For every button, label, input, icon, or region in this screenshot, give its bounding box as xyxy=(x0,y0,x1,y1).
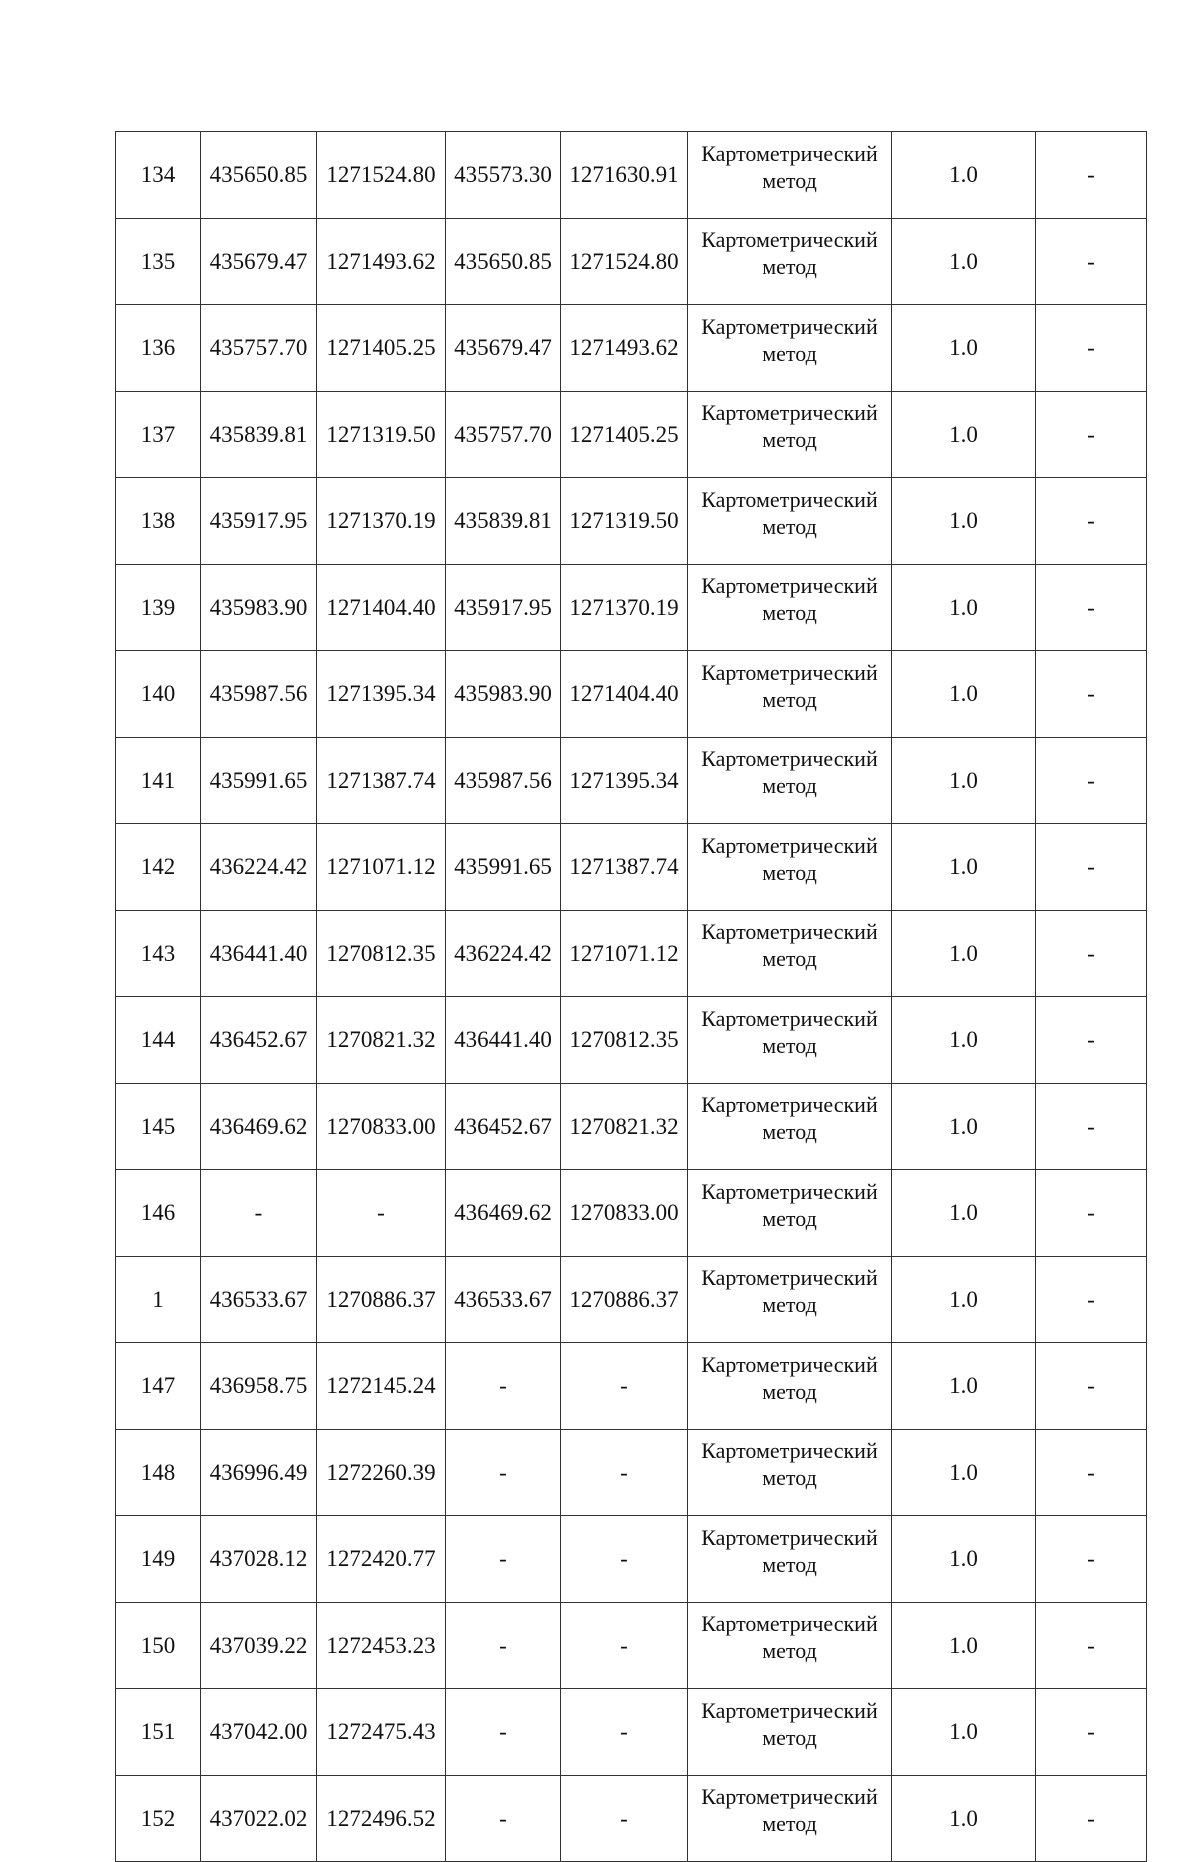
description-cell: - xyxy=(1036,391,1147,478)
table-row xyxy=(116,737,1147,824)
description-cell: - xyxy=(1036,910,1147,997)
y-coordinate-cell: 1270886.37 xyxy=(317,1256,446,1343)
y-previous-coordinate-cell: - xyxy=(561,1775,688,1862)
description-cell: - xyxy=(1036,1516,1147,1603)
method-cell: Картометрический метод xyxy=(688,1775,892,1862)
x-previous-coordinate-cell: - xyxy=(446,1689,561,1776)
point-number-cell: 137 xyxy=(116,391,201,478)
y-previous-coordinate-cell: 1271524.80 xyxy=(561,218,688,305)
y-coordinate-cell: 1271493.62 xyxy=(317,218,446,305)
method-cell: Картометрический метод xyxy=(688,391,892,478)
x-previous-coordinate-cell: 435650.85 xyxy=(446,218,561,305)
table-row xyxy=(116,1170,1147,1257)
x-previous-coordinate-cell: - xyxy=(446,1429,561,1516)
coordinates-table xyxy=(115,131,1147,1862)
accuracy-cell: 1.0 xyxy=(892,1083,1036,1170)
x-previous-coordinate-cell: 436452.67 xyxy=(446,1083,561,1170)
x-coordinate-cell: 435650.85 xyxy=(201,132,317,219)
y-previous-coordinate-cell: - xyxy=(561,1602,688,1689)
x-previous-coordinate-cell: 435679.47 xyxy=(446,305,561,392)
accuracy-cell: 1.0 xyxy=(892,910,1036,997)
x-previous-coordinate-cell: 436469.62 xyxy=(446,1170,561,1257)
y-coordinate-cell: 1272260.39 xyxy=(317,1429,446,1516)
y-coordinate-cell: 1270821.32 xyxy=(317,997,446,1084)
y-previous-coordinate-cell: 1271630.91 xyxy=(561,132,688,219)
point-number-cell: 138 xyxy=(116,478,201,565)
y-coordinate-cell: 1272145.24 xyxy=(317,1343,446,1430)
x-coordinate-cell: 437022.02 xyxy=(201,1775,317,1862)
accuracy-cell: 1.0 xyxy=(892,391,1036,478)
accuracy-cell: 1.0 xyxy=(892,218,1036,305)
point-number-cell: 140 xyxy=(116,651,201,738)
table-body xyxy=(116,132,1147,1862)
x-coordinate-cell: 437028.12 xyxy=(201,1516,317,1603)
method-cell: Картометрический метод xyxy=(688,1602,892,1689)
accuracy-cell: 1.0 xyxy=(892,1689,1036,1776)
y-previous-coordinate-cell: - xyxy=(561,1429,688,1516)
description-cell: - xyxy=(1036,824,1147,911)
y-coordinate-cell: 1271071.12 xyxy=(317,824,446,911)
method-cell: Картометрический метод xyxy=(688,997,892,1084)
x-previous-coordinate-cell: 435839.81 xyxy=(446,478,561,565)
accuracy-cell: 1.0 xyxy=(892,478,1036,565)
table-row xyxy=(116,997,1147,1084)
table-row xyxy=(116,1516,1147,1603)
point-number-cell: 143 xyxy=(116,910,201,997)
point-number-cell: 145 xyxy=(116,1083,201,1170)
table-row xyxy=(116,1429,1147,1516)
y-coordinate-cell: 1271405.25 xyxy=(317,305,446,392)
x-coordinate-cell: 436958.75 xyxy=(201,1343,317,1430)
x-coordinate-cell: 435987.56 xyxy=(201,651,317,738)
y-previous-coordinate-cell: 1271370.19 xyxy=(561,564,688,651)
description-cell: - xyxy=(1036,1343,1147,1430)
y-previous-coordinate-cell: 1271387.74 xyxy=(561,824,688,911)
x-previous-coordinate-cell: 435573.30 xyxy=(446,132,561,219)
description-cell: - xyxy=(1036,305,1147,392)
description-cell: - xyxy=(1036,1602,1147,1689)
point-number-cell: 134 xyxy=(116,132,201,219)
point-number-cell: 152 xyxy=(116,1775,201,1862)
y-previous-coordinate-cell: 1270821.32 xyxy=(561,1083,688,1170)
description-cell: - xyxy=(1036,1170,1147,1257)
point-number-cell: 136 xyxy=(116,305,201,392)
point-number-cell: 135 xyxy=(116,218,201,305)
method-cell: Картометрический метод xyxy=(688,1689,892,1776)
table-row xyxy=(116,132,1147,219)
table-row xyxy=(116,305,1147,392)
description-cell: - xyxy=(1036,651,1147,738)
y-previous-coordinate-cell: 1271071.12 xyxy=(561,910,688,997)
x-previous-coordinate-cell: 436441.40 xyxy=(446,997,561,1084)
accuracy-cell: 1.0 xyxy=(892,1256,1036,1343)
x-previous-coordinate-cell: 436224.42 xyxy=(446,910,561,997)
y-coordinate-cell: 1271404.40 xyxy=(317,564,446,651)
x-coordinate-cell: 436452.67 xyxy=(201,997,317,1084)
x-coordinate-cell: 435917.95 xyxy=(201,478,317,565)
method-cell: Картометрический метод xyxy=(688,564,892,651)
y-previous-coordinate-cell: 1271405.25 xyxy=(561,391,688,478)
y-previous-coordinate-cell: 1271493.62 xyxy=(561,305,688,392)
point-number-cell: 147 xyxy=(116,1343,201,1430)
x-coordinate-cell: 435757.70 xyxy=(201,305,317,392)
y-previous-coordinate-cell: - xyxy=(561,1516,688,1603)
point-number-cell: 146 xyxy=(116,1170,201,1257)
table-row xyxy=(116,824,1147,911)
x-coordinate-cell: 435839.81 xyxy=(201,391,317,478)
accuracy-cell: 1.0 xyxy=(892,132,1036,219)
y-previous-coordinate-cell: 1270812.35 xyxy=(561,997,688,1084)
point-number-cell: 142 xyxy=(116,824,201,911)
y-coordinate-cell: 1271387.74 xyxy=(317,737,446,824)
accuracy-cell: 1.0 xyxy=(892,1170,1036,1257)
x-coordinate-cell: 435991.65 xyxy=(201,737,317,824)
method-cell: Картометрический метод xyxy=(688,651,892,738)
method-cell: Картометрический метод xyxy=(688,218,892,305)
table-row xyxy=(116,1602,1147,1689)
method-cell: Картометрический метод xyxy=(688,1256,892,1343)
accuracy-cell: 1.0 xyxy=(892,824,1036,911)
point-number-cell: 150 xyxy=(116,1602,201,1689)
description-cell: - xyxy=(1036,218,1147,305)
accuracy-cell: 1.0 xyxy=(892,1516,1036,1603)
y-coordinate-cell: 1272475.43 xyxy=(317,1689,446,1776)
accuracy-cell: 1.0 xyxy=(892,651,1036,738)
description-cell: - xyxy=(1036,1083,1147,1170)
method-cell: Картометрический метод xyxy=(688,824,892,911)
table-row xyxy=(116,651,1147,738)
x-previous-coordinate-cell: 435757.70 xyxy=(446,391,561,478)
point-number-cell: 144 xyxy=(116,997,201,1084)
accuracy-cell: 1.0 xyxy=(892,997,1036,1084)
y-coordinate-cell: 1272453.23 xyxy=(317,1602,446,1689)
table-row xyxy=(116,478,1147,565)
method-cell: Картометрический метод xyxy=(688,1170,892,1257)
y-previous-coordinate-cell: 1270833.00 xyxy=(561,1170,688,1257)
accuracy-cell: 1.0 xyxy=(892,1602,1036,1689)
description-cell: - xyxy=(1036,1256,1147,1343)
table-row xyxy=(116,910,1147,997)
point-number-cell: 139 xyxy=(116,564,201,651)
method-cell: Картометрический метод xyxy=(688,737,892,824)
y-coordinate-cell: 1271524.80 xyxy=(317,132,446,219)
x-previous-coordinate-cell: - xyxy=(446,1602,561,1689)
y-coordinate-cell: 1271319.50 xyxy=(317,391,446,478)
point-number-cell: 141 xyxy=(116,737,201,824)
description-cell: - xyxy=(1036,1689,1147,1776)
accuracy-cell: 1.0 xyxy=(892,1343,1036,1430)
x-coordinate-cell: 437039.22 xyxy=(201,1602,317,1689)
y-coordinate-cell: 1272420.77 xyxy=(317,1516,446,1603)
method-cell: Картометрический метод xyxy=(688,1516,892,1603)
y-coordinate-cell: - xyxy=(317,1170,446,1257)
x-coordinate-cell: 436996.49 xyxy=(201,1429,317,1516)
y-coordinate-cell: 1271370.19 xyxy=(317,478,446,565)
x-previous-coordinate-cell: 435917.95 xyxy=(446,564,561,651)
x-coordinate-cell: 435679.47 xyxy=(201,218,317,305)
accuracy-cell: 1.0 xyxy=(892,737,1036,824)
method-cell: Картометрический метод xyxy=(688,1429,892,1516)
x-previous-coordinate-cell: 435987.56 xyxy=(446,737,561,824)
accuracy-cell: 1.0 xyxy=(892,1775,1036,1862)
accuracy-cell: 1.0 xyxy=(892,305,1036,392)
y-previous-coordinate-cell: 1271395.34 xyxy=(561,737,688,824)
description-cell: - xyxy=(1036,1429,1147,1516)
table-row xyxy=(116,1343,1147,1430)
point-number-cell: 151 xyxy=(116,1689,201,1776)
y-coordinate-cell: 1270812.35 xyxy=(317,910,446,997)
x-previous-coordinate-cell: 436533.67 xyxy=(446,1256,561,1343)
point-number-cell: 148 xyxy=(116,1429,201,1516)
method-cell: Картометрический метод xyxy=(688,1343,892,1430)
table-row xyxy=(116,564,1147,651)
description-cell: - xyxy=(1036,1775,1147,1862)
method-cell: Картометрический метод xyxy=(688,132,892,219)
table-row xyxy=(116,1256,1147,1343)
y-coordinate-cell: 1272496.52 xyxy=(317,1775,446,1862)
x-previous-coordinate-cell: 435991.65 xyxy=(446,824,561,911)
table-row xyxy=(116,1775,1147,1862)
description-cell: - xyxy=(1036,564,1147,651)
description-cell: - xyxy=(1036,132,1147,219)
accuracy-cell: 1.0 xyxy=(892,1429,1036,1516)
table-row xyxy=(116,1689,1147,1776)
x-previous-coordinate-cell: - xyxy=(446,1343,561,1430)
x-previous-coordinate-cell: - xyxy=(446,1516,561,1603)
method-cell: Картометрический метод xyxy=(688,478,892,565)
y-previous-coordinate-cell: - xyxy=(561,1689,688,1776)
description-cell: - xyxy=(1036,478,1147,565)
x-coordinate-cell: 435983.90 xyxy=(201,564,317,651)
point-number-cell: 1 xyxy=(116,1256,201,1343)
x-coordinate-cell: 437042.00 xyxy=(201,1689,317,1776)
x-coordinate-cell: - xyxy=(201,1170,317,1257)
table-row xyxy=(116,391,1147,478)
accuracy-cell: 1.0 xyxy=(892,564,1036,651)
y-previous-coordinate-cell: 1270886.37 xyxy=(561,1256,688,1343)
description-cell: - xyxy=(1036,737,1147,824)
x-previous-coordinate-cell: - xyxy=(446,1775,561,1862)
table-row xyxy=(116,1083,1147,1170)
x-coordinate-cell: 436224.42 xyxy=(201,824,317,911)
method-cell: Картометрический метод xyxy=(688,910,892,997)
y-previous-coordinate-cell: 1271319.50 xyxy=(561,478,688,565)
y-coordinate-cell: 1271395.34 xyxy=(317,651,446,738)
y-previous-coordinate-cell: 1271404.40 xyxy=(561,651,688,738)
method-cell: Картометрический метод xyxy=(688,1083,892,1170)
x-coordinate-cell: 436533.67 xyxy=(201,1256,317,1343)
x-previous-coordinate-cell: 435983.90 xyxy=(446,651,561,738)
description-cell: - xyxy=(1036,997,1147,1084)
y-coordinate-cell: 1270833.00 xyxy=(317,1083,446,1170)
point-number-cell: 149 xyxy=(116,1516,201,1603)
y-previous-coordinate-cell: - xyxy=(561,1343,688,1430)
x-coordinate-cell: 436441.40 xyxy=(201,910,317,997)
method-cell: Картометрический метод xyxy=(688,305,892,392)
table-row xyxy=(116,218,1147,305)
x-coordinate-cell: 436469.62 xyxy=(201,1083,317,1170)
